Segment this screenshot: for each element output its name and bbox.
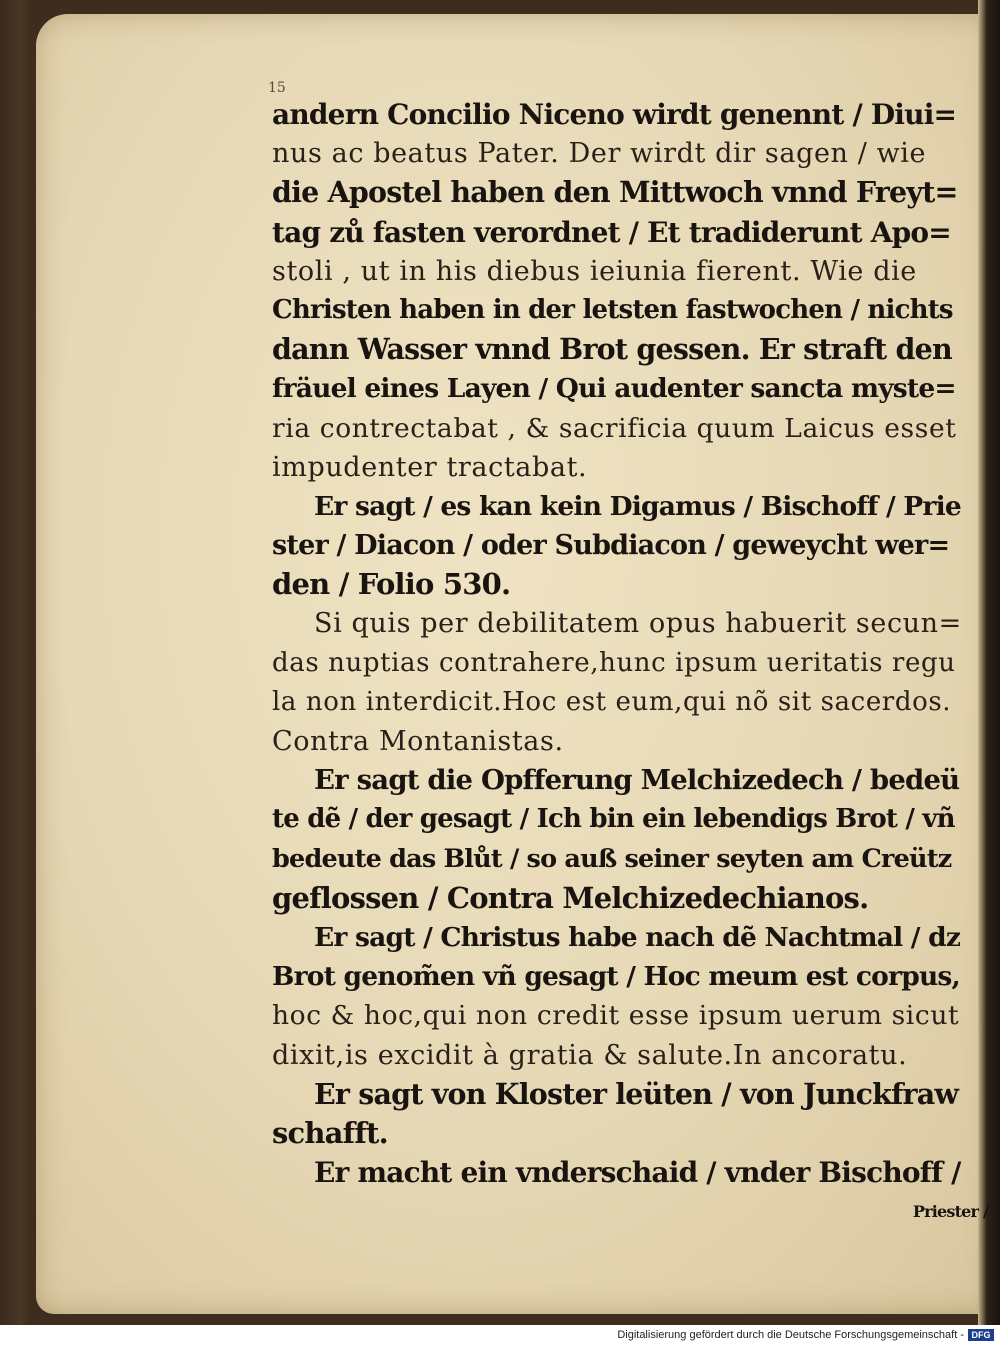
- text-line: la non interdicit.Hoc est eum,qui nõ sit sacerdos.: [272, 686, 952, 717]
- footer-bar: [0, 1325, 1000, 1345]
- text-line: ster / Diacon / oder Subdiacon / geweycht wer=: [272, 530, 950, 562]
- text-line: Priester /: [912, 1202, 988, 1222]
- text-line: dixit,is excidit à gratia & salute.In ancoratu.: [272, 1039, 908, 1071]
- dfg-logo: DFG: [968, 1329, 994, 1341]
- text-line: tag zů fasten verordnet / Et tradiderunt Apo=: [272, 215, 951, 249]
- text-line: stoli , ut in his diebus ieiunia fierent. Wie die: [272, 255, 917, 287]
- text-line: den / Folio 530.: [272, 567, 511, 602]
- text-line: Er sagt von Kloster leüten / von Junckfraw: [314, 1076, 959, 1111]
- text-line: das nuptias contrahere,hunc ipsum ueritatis regu: [272, 647, 956, 678]
- text-line: hoc & hoc,qui non credit esse ipsum uerum sicut: [272, 1000, 960, 1032]
- text-line: Si quis per debilitatem opus habuerit secun=: [314, 608, 962, 640]
- text-line: Er macht ein vnderschaid / vnder Bischoff /: [314, 1156, 961, 1190]
- text-line: bedeute das Blůt / so auß seiner seyten am Creütz: [272, 843, 952, 874]
- text-line: Er sagt / es kan kein Digamus / Bischoff / Prie: [314, 490, 961, 522]
- text-line: die Apostel haben den Mittwoch vnnd Freyt=: [272, 175, 958, 210]
- text-line: Contra Montanistas.: [272, 726, 564, 757]
- text-line: ria contrectabat , & sacrificia quum Laicus esset: [272, 412, 957, 444]
- digitization-credit: Digitalisierung gefördert durch die Deutsche Forschungsgemeinschaft -: [617, 1329, 964, 1341]
- text-line: andern Concilio Niceno wirdt genennt / Diui=: [272, 98, 957, 131]
- text-line: Brot genom̃en vñ gesagt / Hoc meum est corpus,: [272, 961, 960, 993]
- text-line: fräuel eines Layen / Qui audenter sancta myste=: [272, 373, 956, 405]
- page-marker: 15: [268, 80, 286, 96]
- text-line: Er sagt die Opfferung Melchizedech / bedeü: [314, 764, 960, 797]
- text-line: te dẽ / der gesagt / Ich bin ein lebendigs Brot / vñ: [272, 804, 955, 835]
- text-line: nus ac beatus Pater. Der wirdt dir sagen / wie: [272, 138, 927, 170]
- text-line: geflossen / Contra Melchizedechianos.: [272, 880, 869, 915]
- text-line: Christen haben in der letsten fastwochen / nichts: [272, 294, 953, 325]
- page-text-block: [272, 95, 988, 1231]
- text-line: Er sagt / Christus habe nach dẽ Nachtmal / dz: [314, 921, 961, 953]
- text-line: impudenter tractabat.: [272, 451, 588, 483]
- text-line: dann Wasser vnnd Brot gessen. Er straft den: [272, 332, 952, 367]
- book-gutter: [978, 0, 1000, 1325]
- text-line: schafft.: [272, 1115, 388, 1150]
